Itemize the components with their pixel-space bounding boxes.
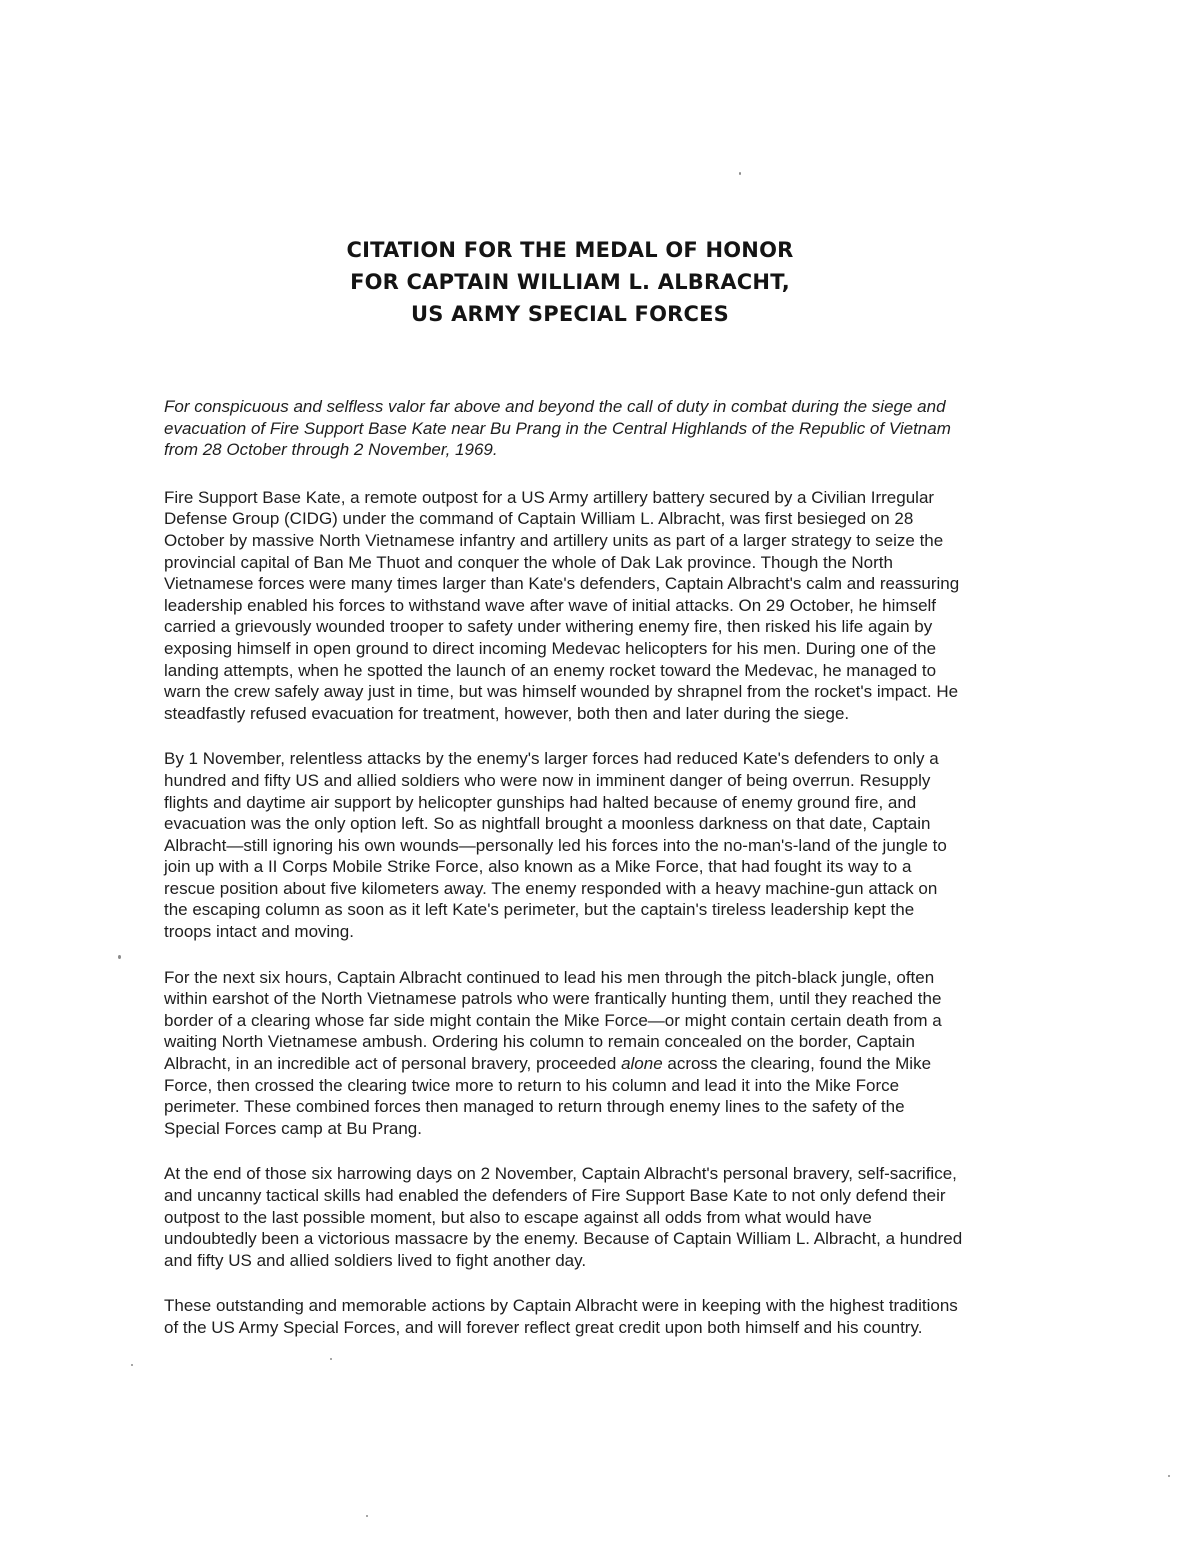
scan-speck [330, 1358, 332, 1360]
paragraph-jungle-march-text-2: across the clearing, found the Mike Force, then crossed the clearing twice more to return to his column and lead it into the Mike Force perimeter. These combined forces then managed to return through enemy lines to the safety of the Special Forces camp at Bu Prang. [164, 1054, 932, 1138]
title-line-1: CITATION FOR THE MEDAL OF HONOR [346, 238, 794, 262]
paragraph-evacuation: By 1 November, relentless attacks by the enemy's larger forces had reduced Kate's defenders to only a hundred and fifty US and allied soldiers who were now in imminent danger of being overrun. Resupply flights and daytime air support by helicopter gunships had halted because of enemy ground fire, and evacuation was the only option left. So as nightfall brought a moonless darkness on that date, Captain Albracht—still ignoring his own wounds—personally led his forces into the no-man's-land of the jungle to join up with a II Corps Mobile Strike Force, also known as a Mike Force, that had fought its way to a rescue position about five kilometers away. The enemy responded with a heavy machine-gun attack on the escaping column as soon as it left Kate's perimeter, but the captain's tireless leadership kept the troops intact and moving. [164, 749, 947, 942]
scan-speck [1168, 1475, 1170, 1477]
intro-paragraph: For conspicuous and selfless valor far above and beyond the call of duty in combat during the siege and evacuation of Fire Support Base Kate near Bu Prang in the Central Highlands of the Republic of Vietnam from 28 October through 2 November, 1969. [164, 397, 951, 460]
citation-title [0, 234, 1140, 330]
scan-speck [739, 172, 741, 175]
paragraph-siege: Fire Support Base Kate, a remote outpost for a US Army artillery battery secured by a Civilian Irregular Defense Group (CIDG) under the command of Captain William L. Albracht, was first besieged on 28 October by massive North Vietnamese infantry and artillery units as part of a larger strategy to seize the provincial capital of Ban Me Thuot and conquer the whole of Dak Lak province. Though the North Vietnamese forces were many times larger than Kate's defenders, Captain Albracht's calm and reassuring leadership enabled his forces to withstand wave after wave of initial attacks. On 29 October, he himself carried a grievously wounded trooper to safety under withering enemy fire, then risked his life again by exposing himself in open ground to direct incoming Medevac helicopters for his men. During one of the landing attempts, when he spotted the launch of an enemy rocket toward the Medevac, he managed to warn the crew safely away just in time, but was himself wounded by shrapnel from the rocket's impact. He steadfastly refused evacuation for treatment, however, both then and later during the siege. [164, 487, 960, 723]
scan-speck [131, 1364, 133, 1366]
emphasis-alone: alone [621, 1054, 663, 1074]
title-line-3: US ARMY SPECIAL FORCES [410, 302, 729, 326]
paragraph-jungle-march [164, 967, 964, 1140]
paragraph-jungle-march-text-1: For the next six hours, Captain Albracht continued to lead his men through the pitch-black jungle, often within earshot of the North Vietnamese patrols who were frantically hunting them, until they reached the border of a clearing whose far side might contain the Mike Force—or might contain certain death from a waiting North Vietnamese ambush. Ordering his column to remain concealed on the border, Captain Albracht, in an incredible act of personal bravery, proceeded [164, 967, 942, 1074]
scan-speck [118, 955, 121, 959]
citation-body [164, 396, 964, 1363]
scan-speck [366, 1515, 368, 1517]
paragraph-outcome: At the end of those six harrowing days on 2 November, Captain Albracht's personal bravery, self-sacrifice, and uncanny tactical skills had enabled the defenders of Fire Support Base Kate to not only defend their outpost to the last possible moment, but also to escape against all odds from what would have undoubtedly been a victorious massacre by the enemy. Because of Captain William L. Albracht, a hundred and fifty US and allied soldiers lived to fight another day. [164, 1164, 963, 1270]
paragraph-closing: These outstanding and memorable actions by Captain Albracht were in keeping with the highest traditions of the US Army Special Forces, and will forever reflect great credit upon both himself and his country. [164, 1296, 958, 1337]
title-line-2: FOR CAPTAIN WILLIAM L. ALBRACHT, [350, 270, 790, 294]
